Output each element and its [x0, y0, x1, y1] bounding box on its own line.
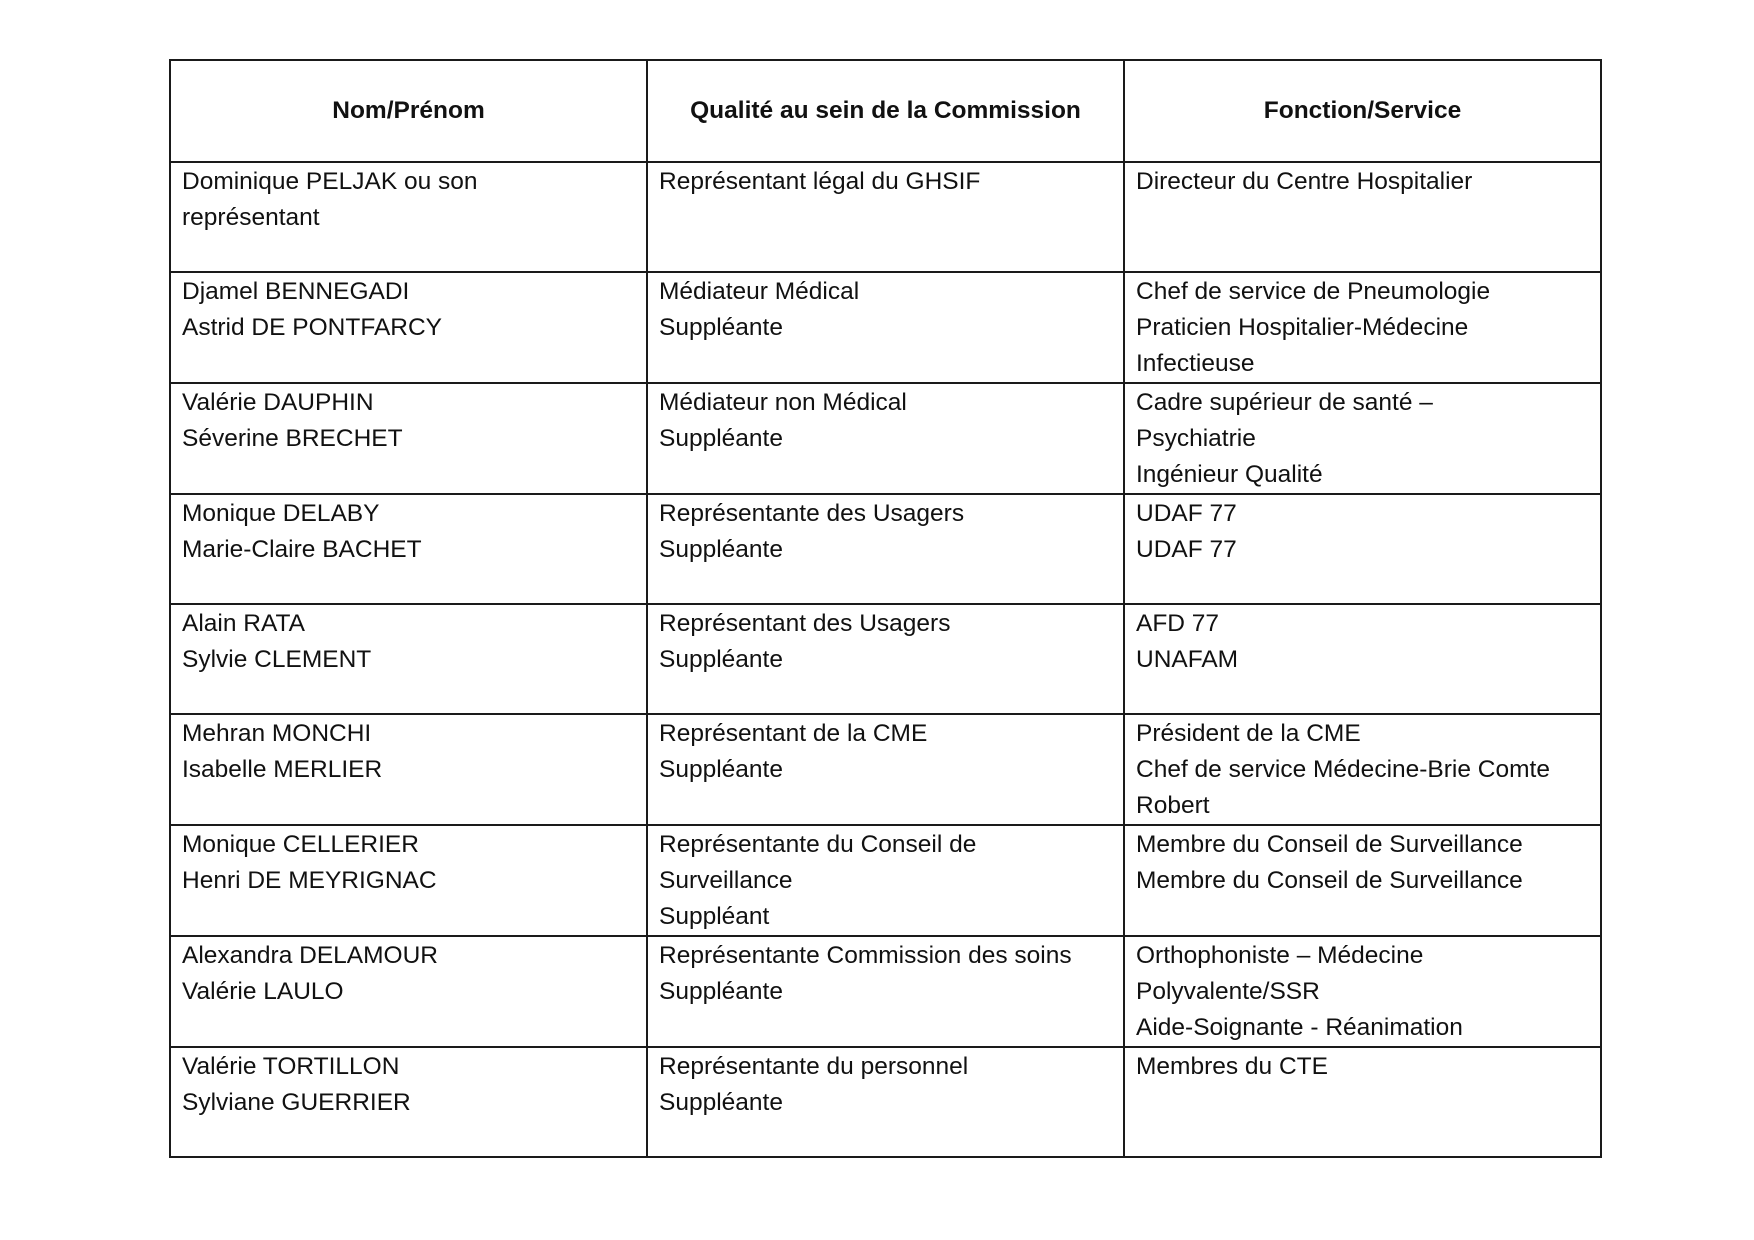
function-cell: [1124, 714, 1601, 825]
role-line: Représentant des Usagers: [659, 610, 951, 637]
name-cell: [170, 383, 647, 494]
function-line: Président de la CME: [1136, 720, 1361, 747]
name-line: Djamel BENNEGADI: [182, 278, 410, 305]
role-line: Représentante des Usagers: [659, 500, 965, 527]
function-line: Chef de service de Pneumologie: [1136, 278, 1491, 305]
role-cell: [647, 825, 1124, 936]
name-line: Henri DE MEYRIGNAC: [182, 867, 437, 894]
name-line: Alexandra DELAMOUR: [182, 942, 438, 969]
role-line: Représentante Commission des soins: [659, 942, 1072, 969]
function-line: UDAF 77: [1136, 536, 1237, 563]
function-cell: [1124, 162, 1601, 272]
name-line: Alain RATA: [182, 610, 305, 637]
function-line: Polyvalente/SSR: [1136, 978, 1320, 1005]
function-cell: [1124, 604, 1601, 714]
role-cell: [647, 162, 1124, 272]
role-line: Médiateur Médical: [659, 278, 860, 305]
table-row: [170, 1047, 1601, 1157]
table-row: [170, 825, 1601, 936]
name-cell: [170, 936, 647, 1047]
name-line: Valérie DAUPHIN: [182, 389, 374, 416]
table-row: [170, 936, 1601, 1047]
name-line: Valérie LAULO: [182, 978, 344, 1005]
function-line: Membres du CTE: [1136, 1053, 1328, 1080]
role-cell: [647, 494, 1124, 604]
table-row: [170, 162, 1601, 272]
function-line: Membre du Conseil de Surveillance: [1136, 867, 1523, 894]
role-line: Suppléante: [659, 1089, 783, 1116]
table-row: [170, 604, 1601, 714]
role-line: Suppléante: [659, 536, 783, 563]
name-line: Isabelle MERLIER: [182, 756, 383, 783]
function-line: Aide-Soignante - Réanimation: [1136, 1014, 1463, 1041]
table-row: [170, 494, 1601, 604]
role-line: Représentante du personnel: [659, 1053, 969, 1080]
name-cell: [170, 272, 647, 383]
name-line: Dominique PELJAK ou son: [182, 168, 478, 195]
function-cell: [1124, 936, 1601, 1047]
function-line: UDAF 77: [1136, 500, 1237, 527]
name-line: Valérie TORTILLON: [182, 1053, 400, 1080]
name-line: Monique CELLERIER: [182, 831, 419, 858]
table-row: [170, 272, 1601, 383]
role-line: Suppléante: [659, 978, 783, 1005]
function-cell: [1124, 272, 1601, 383]
header-function: Fonction/Service: [1124, 60, 1601, 162]
role-line: Représentant de la CME: [659, 720, 928, 747]
function-line: Psychiatrie: [1136, 425, 1256, 452]
name-cell: [170, 714, 647, 825]
function-line: Orthophoniste – Médecine: [1136, 942, 1424, 969]
header-name: Nom/Prénom: [170, 60, 647, 162]
function-line: Robert: [1136, 792, 1210, 819]
role-cell: [647, 714, 1124, 825]
function-line: UNAFAM: [1136, 646, 1239, 673]
function-cell: [1124, 1047, 1601, 1157]
function-line: Cadre supérieur de santé –: [1136, 389, 1433, 416]
role-cell: [647, 936, 1124, 1047]
role-line: Suppléante: [659, 756, 783, 783]
function-cell: [1124, 825, 1601, 936]
table-row: [170, 714, 1601, 825]
role-cell: [647, 383, 1124, 494]
role-cell: [647, 604, 1124, 714]
name-line: Sylvie CLEMENT: [182, 646, 372, 673]
role-line: Suppléant: [659, 903, 770, 930]
role-line: Suppléante: [659, 425, 783, 452]
header-row: [170, 60, 1601, 162]
role-cell: [647, 1047, 1124, 1157]
role-line: Représentant légal du GHSIF: [659, 168, 981, 195]
name-cell: [170, 825, 647, 936]
name-line: Marie-Claire BACHET: [182, 536, 422, 563]
role-line: Suppléante: [659, 314, 783, 341]
name-line: Séverine BRECHET: [182, 425, 403, 452]
name-cell: [170, 604, 647, 714]
name-line: représentant: [182, 204, 320, 231]
table-row: [170, 383, 1601, 494]
commission-members-table: [169, 59, 1602, 1158]
function-line: Membre du Conseil de Surveillance: [1136, 831, 1523, 858]
function-line: Chef de service Médecine-Brie Comte: [1136, 756, 1550, 783]
role-line: Suppléante: [659, 646, 783, 673]
name-line: Mehran MONCHI: [182, 720, 372, 747]
function-line: Infectieuse: [1136, 350, 1255, 377]
role-line: Représentante du Conseil de: [659, 831, 977, 858]
header-role: Qualité au sein de la Commission: [647, 60, 1124, 162]
name-cell: [170, 1047, 647, 1157]
function-line: AFD 77: [1136, 610, 1220, 637]
name-line: Sylviane GUERRIER: [182, 1089, 411, 1116]
role-line: Surveillance: [659, 867, 793, 894]
function-line: Ingénieur Qualité: [1136, 461, 1323, 488]
function-line: Directeur du Centre Hospitalier: [1136, 168, 1473, 195]
role-cell: [647, 272, 1124, 383]
name-cell: [170, 494, 647, 604]
function-cell: [1124, 494, 1601, 604]
name-cell: [170, 162, 647, 272]
function-cell: [1124, 383, 1601, 494]
function-line: Praticien Hospitalier-Médecine: [1136, 314, 1469, 341]
name-line: Astrid DE PONTFARCY: [182, 314, 443, 341]
role-line: Médiateur non Médical: [659, 389, 907, 416]
name-line: Monique DELABY: [182, 500, 380, 527]
